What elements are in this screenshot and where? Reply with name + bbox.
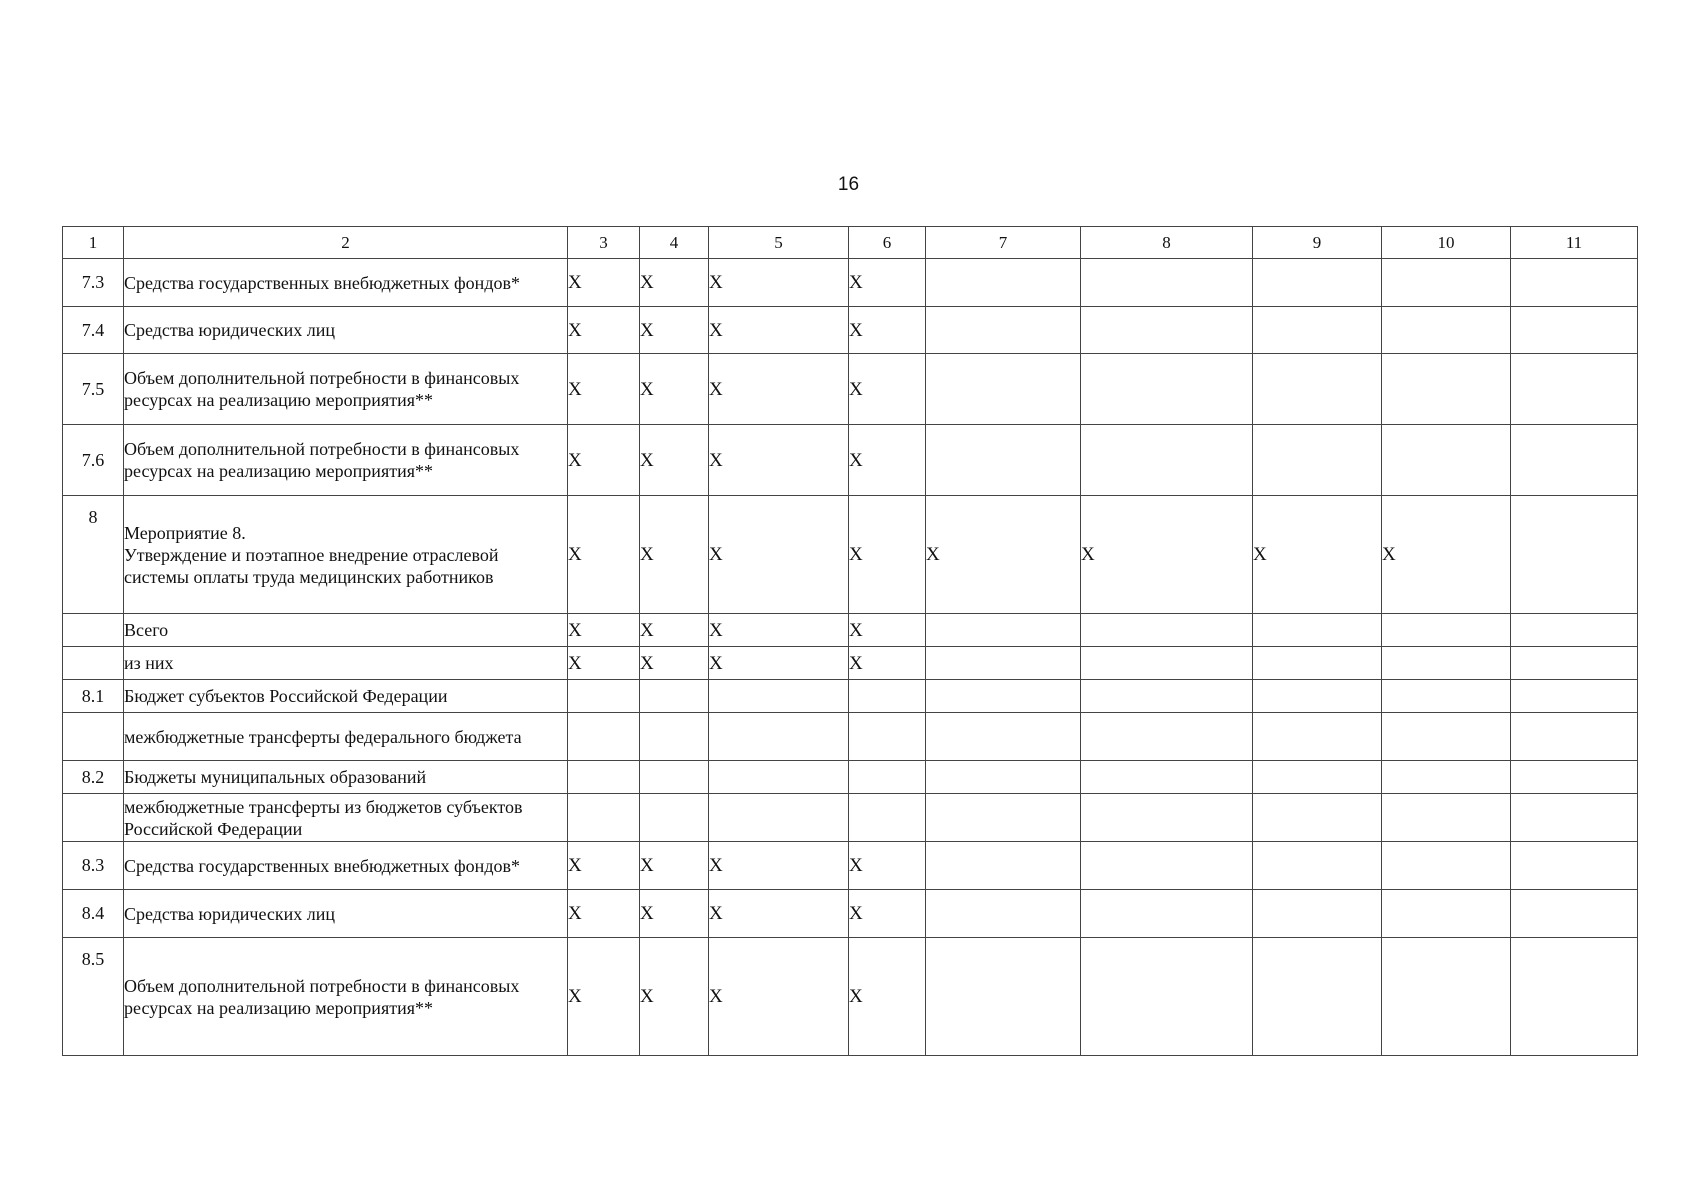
table-cell: [1081, 647, 1253, 680]
row-number: [63, 647, 124, 680]
table-cell: [1081, 614, 1253, 647]
table-cell: X: [1081, 496, 1253, 614]
table-cell: [568, 680, 640, 713]
table-cell: [1253, 354, 1382, 425]
table-cell: X: [849, 938, 926, 1056]
row-description: Средства государственных внебюджетных фондов*: [124, 259, 568, 307]
table-cell: [926, 761, 1081, 794]
table-cell: [926, 647, 1081, 680]
table-cell: [1253, 713, 1382, 761]
table-row: [63, 647, 1638, 680]
table-cell: X: [709, 259, 849, 307]
table-cell: [1511, 938, 1638, 1056]
table-cell: X: [849, 425, 926, 496]
row-description: Средства государственных внебюджетных фондов*: [124, 842, 568, 890]
table-row: [63, 307, 1638, 354]
table-cell: [1382, 761, 1511, 794]
table-cell: X: [568, 259, 640, 307]
row-description: межбюджетные трансферты из бюджетов субъектов Российской Федерации: [124, 794, 568, 842]
table-cell: X: [640, 259, 709, 307]
row-description: из них: [124, 647, 568, 680]
table-cell: [1511, 680, 1638, 713]
page-number: 16: [837, 174, 860, 195]
table-cell: [1382, 425, 1511, 496]
table-row: [63, 794, 1638, 842]
column-header: 6: [849, 227, 926, 259]
table-cell: X: [709, 354, 849, 425]
table-cell: [926, 842, 1081, 890]
table-cell: X: [640, 647, 709, 680]
column-header: 2: [124, 227, 568, 259]
table-cell: X: [709, 425, 849, 496]
table-cell: X: [709, 938, 849, 1056]
table-cell: [1382, 647, 1511, 680]
measure-title: Мероприятие 8.: [124, 522, 246, 543]
column-number-row: [63, 227, 1638, 259]
table-cell: X: [568, 647, 640, 680]
row-description: Объем дополнительной потребности в финансовых ресурсах на реализацию мероприятия**: [124, 425, 568, 496]
table-cell: X: [640, 307, 709, 354]
table-cell: [849, 713, 926, 761]
table-cell: X: [849, 259, 926, 307]
table-cell: [640, 794, 709, 842]
table-cell: X: [709, 842, 849, 890]
table-cell: [1382, 614, 1511, 647]
table-cell: X: [640, 425, 709, 496]
table-cell: X: [849, 842, 926, 890]
table-cell: [926, 425, 1081, 496]
table-row: [63, 938, 1638, 1056]
row-description: Всего: [124, 614, 568, 647]
table-cell: X: [709, 307, 849, 354]
table-cell: [1253, 794, 1382, 842]
row-number: 7.3: [63, 259, 124, 307]
table-cell: [568, 713, 640, 761]
table-cell: [640, 713, 709, 761]
table-cell: [1511, 259, 1638, 307]
table-cell: [849, 761, 926, 794]
table-cell: [926, 259, 1081, 307]
row-number: 7.6: [63, 425, 124, 496]
row-number: 8.2: [63, 761, 124, 794]
table-cell: X: [640, 496, 709, 614]
row-number: 8.1: [63, 680, 124, 713]
table-cell: [1081, 842, 1253, 890]
row-number: 8.4: [63, 890, 124, 938]
table-cell: [1382, 307, 1511, 354]
table-cell: [1081, 794, 1253, 842]
row-number: 7.4: [63, 307, 124, 354]
table-cell: X: [709, 647, 849, 680]
table-cell: X: [926, 496, 1081, 614]
table-cell: X: [1253, 496, 1382, 614]
table-cell: [1382, 938, 1511, 1056]
table-cell: [1081, 680, 1253, 713]
column-header: 3: [568, 227, 640, 259]
table-row: [63, 713, 1638, 761]
row-number: 8: [63, 496, 124, 614]
table-cell: [1511, 794, 1638, 842]
table-cell: [1081, 425, 1253, 496]
row-number: 7.5: [63, 354, 124, 425]
column-header: 1: [63, 227, 124, 259]
table-cell: [640, 761, 709, 794]
table-cell: [1511, 890, 1638, 938]
column-header: 5: [709, 227, 849, 259]
table-cell: [1511, 713, 1638, 761]
column-header: 9: [1253, 227, 1382, 259]
table-cell: [1511, 307, 1638, 354]
table-cell: [926, 307, 1081, 354]
table-cell: X: [568, 938, 640, 1056]
table-cell: X: [709, 496, 849, 614]
table-cell: [1081, 713, 1253, 761]
table-cell: [926, 614, 1081, 647]
table-row: [63, 614, 1638, 647]
table-cell: [1253, 307, 1382, 354]
table-cell: [568, 761, 640, 794]
table-cell: [1253, 842, 1382, 890]
table-cell: [926, 794, 1081, 842]
row-description: Объем дополнительной потребности в финансовых ресурсах на реализацию мероприятия**: [124, 354, 568, 425]
table-cell: X: [709, 890, 849, 938]
table-cell: [926, 713, 1081, 761]
table-cell: [1382, 794, 1511, 842]
table-cell: [1511, 354, 1638, 425]
table-row: [63, 496, 1638, 614]
table-cell: X: [849, 496, 926, 614]
table-cell: [1511, 425, 1638, 496]
table-cell: [926, 354, 1081, 425]
table-cell: [1511, 647, 1638, 680]
table-cell: [1253, 647, 1382, 680]
column-header: 7: [926, 227, 1081, 259]
table-cell: [1081, 761, 1253, 794]
table-cell: [926, 680, 1081, 713]
table-cell: [568, 794, 640, 842]
table-cell: [709, 761, 849, 794]
table-cell: X: [640, 354, 709, 425]
table-cell: [1382, 259, 1511, 307]
row-description: [124, 496, 568, 614]
table-cell: X: [640, 890, 709, 938]
table-cell: X: [849, 307, 926, 354]
table-cell: [1081, 259, 1253, 307]
table-row: [63, 425, 1638, 496]
table-row: [63, 890, 1638, 938]
table-cell: [1511, 761, 1638, 794]
table-cell: X: [1382, 496, 1511, 614]
table-row: [63, 761, 1638, 794]
row-number: 8.3: [63, 842, 124, 890]
table-cell: X: [640, 842, 709, 890]
table-cell: [1382, 713, 1511, 761]
table-cell: [1253, 425, 1382, 496]
table-cell: [640, 680, 709, 713]
table-cell: [1253, 680, 1382, 713]
table-cell: X: [849, 354, 926, 425]
table-cell: [1081, 890, 1253, 938]
table-cell: X: [568, 425, 640, 496]
table-cell: [709, 794, 849, 842]
table-cell: [1511, 614, 1638, 647]
row-description: Бюджеты муниципальных образований: [124, 761, 568, 794]
table-cell: X: [568, 842, 640, 890]
table-cell: [1081, 938, 1253, 1056]
table-cell: [1382, 842, 1511, 890]
table-cell: X: [568, 496, 640, 614]
table-row: [63, 259, 1638, 307]
table-cell: [849, 680, 926, 713]
row-number: [63, 794, 124, 842]
table-cell: [1382, 354, 1511, 425]
column-header: 8: [1081, 227, 1253, 259]
table-cell: [849, 794, 926, 842]
table-cell: X: [849, 890, 926, 938]
table-cell: X: [568, 354, 640, 425]
budget-table: [62, 226, 1638, 1056]
row-description: межбюджетные трансферты федерального бюджета: [124, 713, 568, 761]
measure-description: Утверждение и поэтапное внедрение отраслевой системы оплаты труда медицинских работников: [124, 544, 499, 587]
table-cell: [926, 938, 1081, 1056]
row-description: Бюджет субъектов Российской Федерации: [124, 680, 568, 713]
table-cell: [1382, 890, 1511, 938]
table-cell: X: [849, 647, 926, 680]
table-cell: [709, 713, 849, 761]
table-cell: X: [568, 614, 640, 647]
row-description: Объем дополнительной потребности в финансовых ресурсах на реализацию мероприятия**: [124, 938, 568, 1056]
row-number: 8.5: [63, 938, 124, 1056]
table-cell: [1511, 842, 1638, 890]
table-cell: X: [640, 938, 709, 1056]
table-cell: [1081, 354, 1253, 425]
table-cell: [1081, 307, 1253, 354]
table-cell: [1253, 259, 1382, 307]
table-cell: X: [568, 890, 640, 938]
table-cell: X: [568, 307, 640, 354]
table-cell: X: [709, 614, 849, 647]
table-cell: [926, 890, 1081, 938]
table-cell: [1511, 496, 1638, 614]
table-row: [63, 680, 1638, 713]
table-row: [63, 842, 1638, 890]
table-cell: [709, 680, 849, 713]
row-description: Средства юридических лиц: [124, 307, 568, 354]
column-header: 11: [1511, 227, 1638, 259]
table-cell: [1253, 890, 1382, 938]
table-cell: [1253, 614, 1382, 647]
column-header: 4: [640, 227, 709, 259]
table-cell: [1382, 680, 1511, 713]
table-cell: X: [849, 614, 926, 647]
row-description: Средства юридических лиц: [124, 890, 568, 938]
column-header: 10: [1382, 227, 1511, 259]
table-cell: X: [640, 614, 709, 647]
table-row: [63, 354, 1638, 425]
row-number: [63, 614, 124, 647]
table-cell: [1253, 761, 1382, 794]
row-number: [63, 713, 124, 761]
table-cell: [1253, 938, 1382, 1056]
